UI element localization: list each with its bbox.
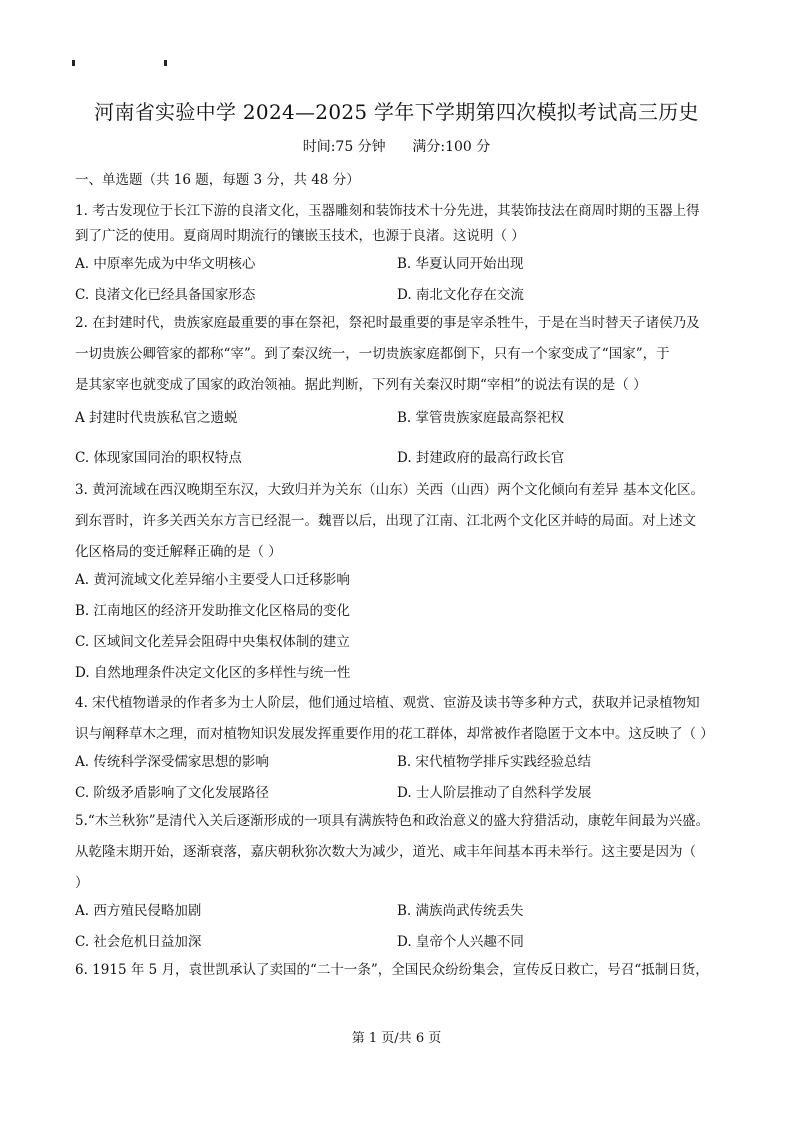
q2-option-a: A 封建时代贵族私官之遗蜕 (75, 410, 238, 426)
q1-option-b: B. 华夏认同开始出现 (397, 256, 524, 272)
q2-options-row-2 (75, 438, 725, 478)
q5-line-2: 从乾隆末期开始，逐渐衰落，嘉庆朝秋狝次数大为减少，道光、咸丰年间基本再未举行。这主要是因为（ (75, 844, 696, 860)
q5-line-3: ） (75, 875, 89, 891)
q5-line-1: 5.“木兰秋狝”是清代入关后逐渐形成的一项具有满族特色和政治意义的盛大狩猎活动，康乾年间最为兴盛。 (75, 813, 710, 829)
q2-option-d: D. 封建政府的最高行政长官 (397, 450, 565, 466)
question-content (75, 168, 725, 983)
q4-options-row-2 (75, 778, 725, 809)
q2-option-c: C. 体现家国同治的职权特点 (75, 450, 242, 466)
q2-options-row-1 (75, 398, 725, 438)
exam-time-score: 时间:75 分钟 满分:100 分 (302, 139, 491, 155)
q4-options-row-1 (75, 747, 725, 778)
q5-option-d: D. 皇帝个人兴趣不同 (397, 934, 524, 950)
page-number: 第 1 页/共 6 页 (351, 1031, 442, 1046)
q5-option-a: A. 西方殖民侵略加剧 (75, 903, 202, 919)
q1-option-c: C. 良渚文化已经具备国家形态 (75, 287, 256, 303)
q1-line-1: 1. 考古发现位于长江下游的良渚文化，玉器雕刻和装饰技术十分先进，其装饰技法在商周时期的玉器上得 (75, 203, 700, 219)
q3-line-3: 化区格局的变迁解释正确的是（ ） (75, 544, 282, 560)
q2-line-2: 一切贵族公卿管家的都称“宰”。到了秦汉统一，一切贵族家庭都倒下，只有一个家变成了“国家”，于 (75, 346, 670, 362)
q3-option-c: C. 区域间文化差异会阻碍中央集权体制的建立 (75, 634, 350, 650)
q1-option-a: A. 中原率先成为中华文明核心 (75, 256, 256, 272)
q4-line-1: 4. 宋代植物谱录的作者多为士人阶层，他们通过培植、观赏、宦游及读书等多种方式，获取并记录植物知 (75, 695, 700, 711)
q1-options-row-1 (75, 249, 725, 280)
q2-option-b: B. 掌管贵族家庭最高祭祀权 (397, 410, 565, 426)
scan-corner-marks (72, 60, 167, 70)
q3-option-b: B. 江南地区的经济开发助推文化区格局的变化 (75, 603, 351, 619)
q6-line-1: 6. 1915 年 5 月，袁世凯承认了卖国的“二十一条”，全国民众纷纷集会，宣传反日救亡，号召“抵制日货， (75, 962, 709, 978)
q1-options-row-2 (75, 280, 725, 311)
q4-option-c: C. 阶级矛盾影响了文化发展路径 (75, 785, 269, 801)
q5-option-b: B. 满族尚武传统丢失 (397, 903, 524, 919)
q4-option-a: A. 传统科学深受儒家思想的影响 (75, 754, 269, 770)
q1-option-d: D. 南北文化存在交流 (397, 287, 524, 303)
q3-option-d: D. 自然地理条件决定文化区的多样性与统一性 (75, 665, 351, 681)
q5-options-row-1 (75, 896, 725, 927)
corner-mark-left (72, 60, 75, 66)
q3-option-a: A. 黄河流域文化差异缩小主要受人口迁移影响 (75, 572, 350, 588)
corner-mark-right (164, 60, 167, 66)
q5-options-row-2 (75, 927, 725, 958)
q3-line-2: 到东晋时，许多关西关东方言已经混一。魏晋以后，出现了江南、江北两个文化区并峙的局面。对上述文 (75, 513, 696, 529)
q3-line-1: 3. 黄河流域在西汉晚期至东汉，大致归并为关东（山东）关西（山西）两个文化倾向有差异 基本文化区。 (75, 482, 704, 498)
q5-option-c: C. 社会危机日益加深 (75, 934, 202, 950)
q1-line-2: 到了广泛的使用。夏商周时期流行的镶嵌玉技术，也源于良渚。这说明（ ） (75, 228, 525, 244)
q4-line-2: 识与阐释草木之理，而对植物知识发展发挥重要作用的花工群体，却常被作者隐匿于文本中。这反映了（ ） (75, 726, 714, 742)
q4-option-b: B. 宋代植物学排斥实践经验总结 (397, 754, 592, 770)
q2-line-3: 是其家宰也就变成了国家的政治领袖。据此判断，下列有关秦汉时期“宰相”的说法有误的是（ ） (75, 377, 647, 393)
section-heading: 一、单选题（共 16 题，每题 3 分，共 48 分） (75, 172, 360, 188)
q4-option-d: D. 士人阶层推动了自然科学发展 (397, 785, 592, 801)
q2-line-1: 2. 在封建时代，贵族家庭最重要的事在祭祀，祭祀时最重要的事是宰杀牲牛，于是在当时替天子诸侯乃及 (75, 315, 700, 331)
exam-title: 河南省实验中学 2024—2025 学年下学期第四次模拟考试高三历史 (94, 100, 699, 124)
